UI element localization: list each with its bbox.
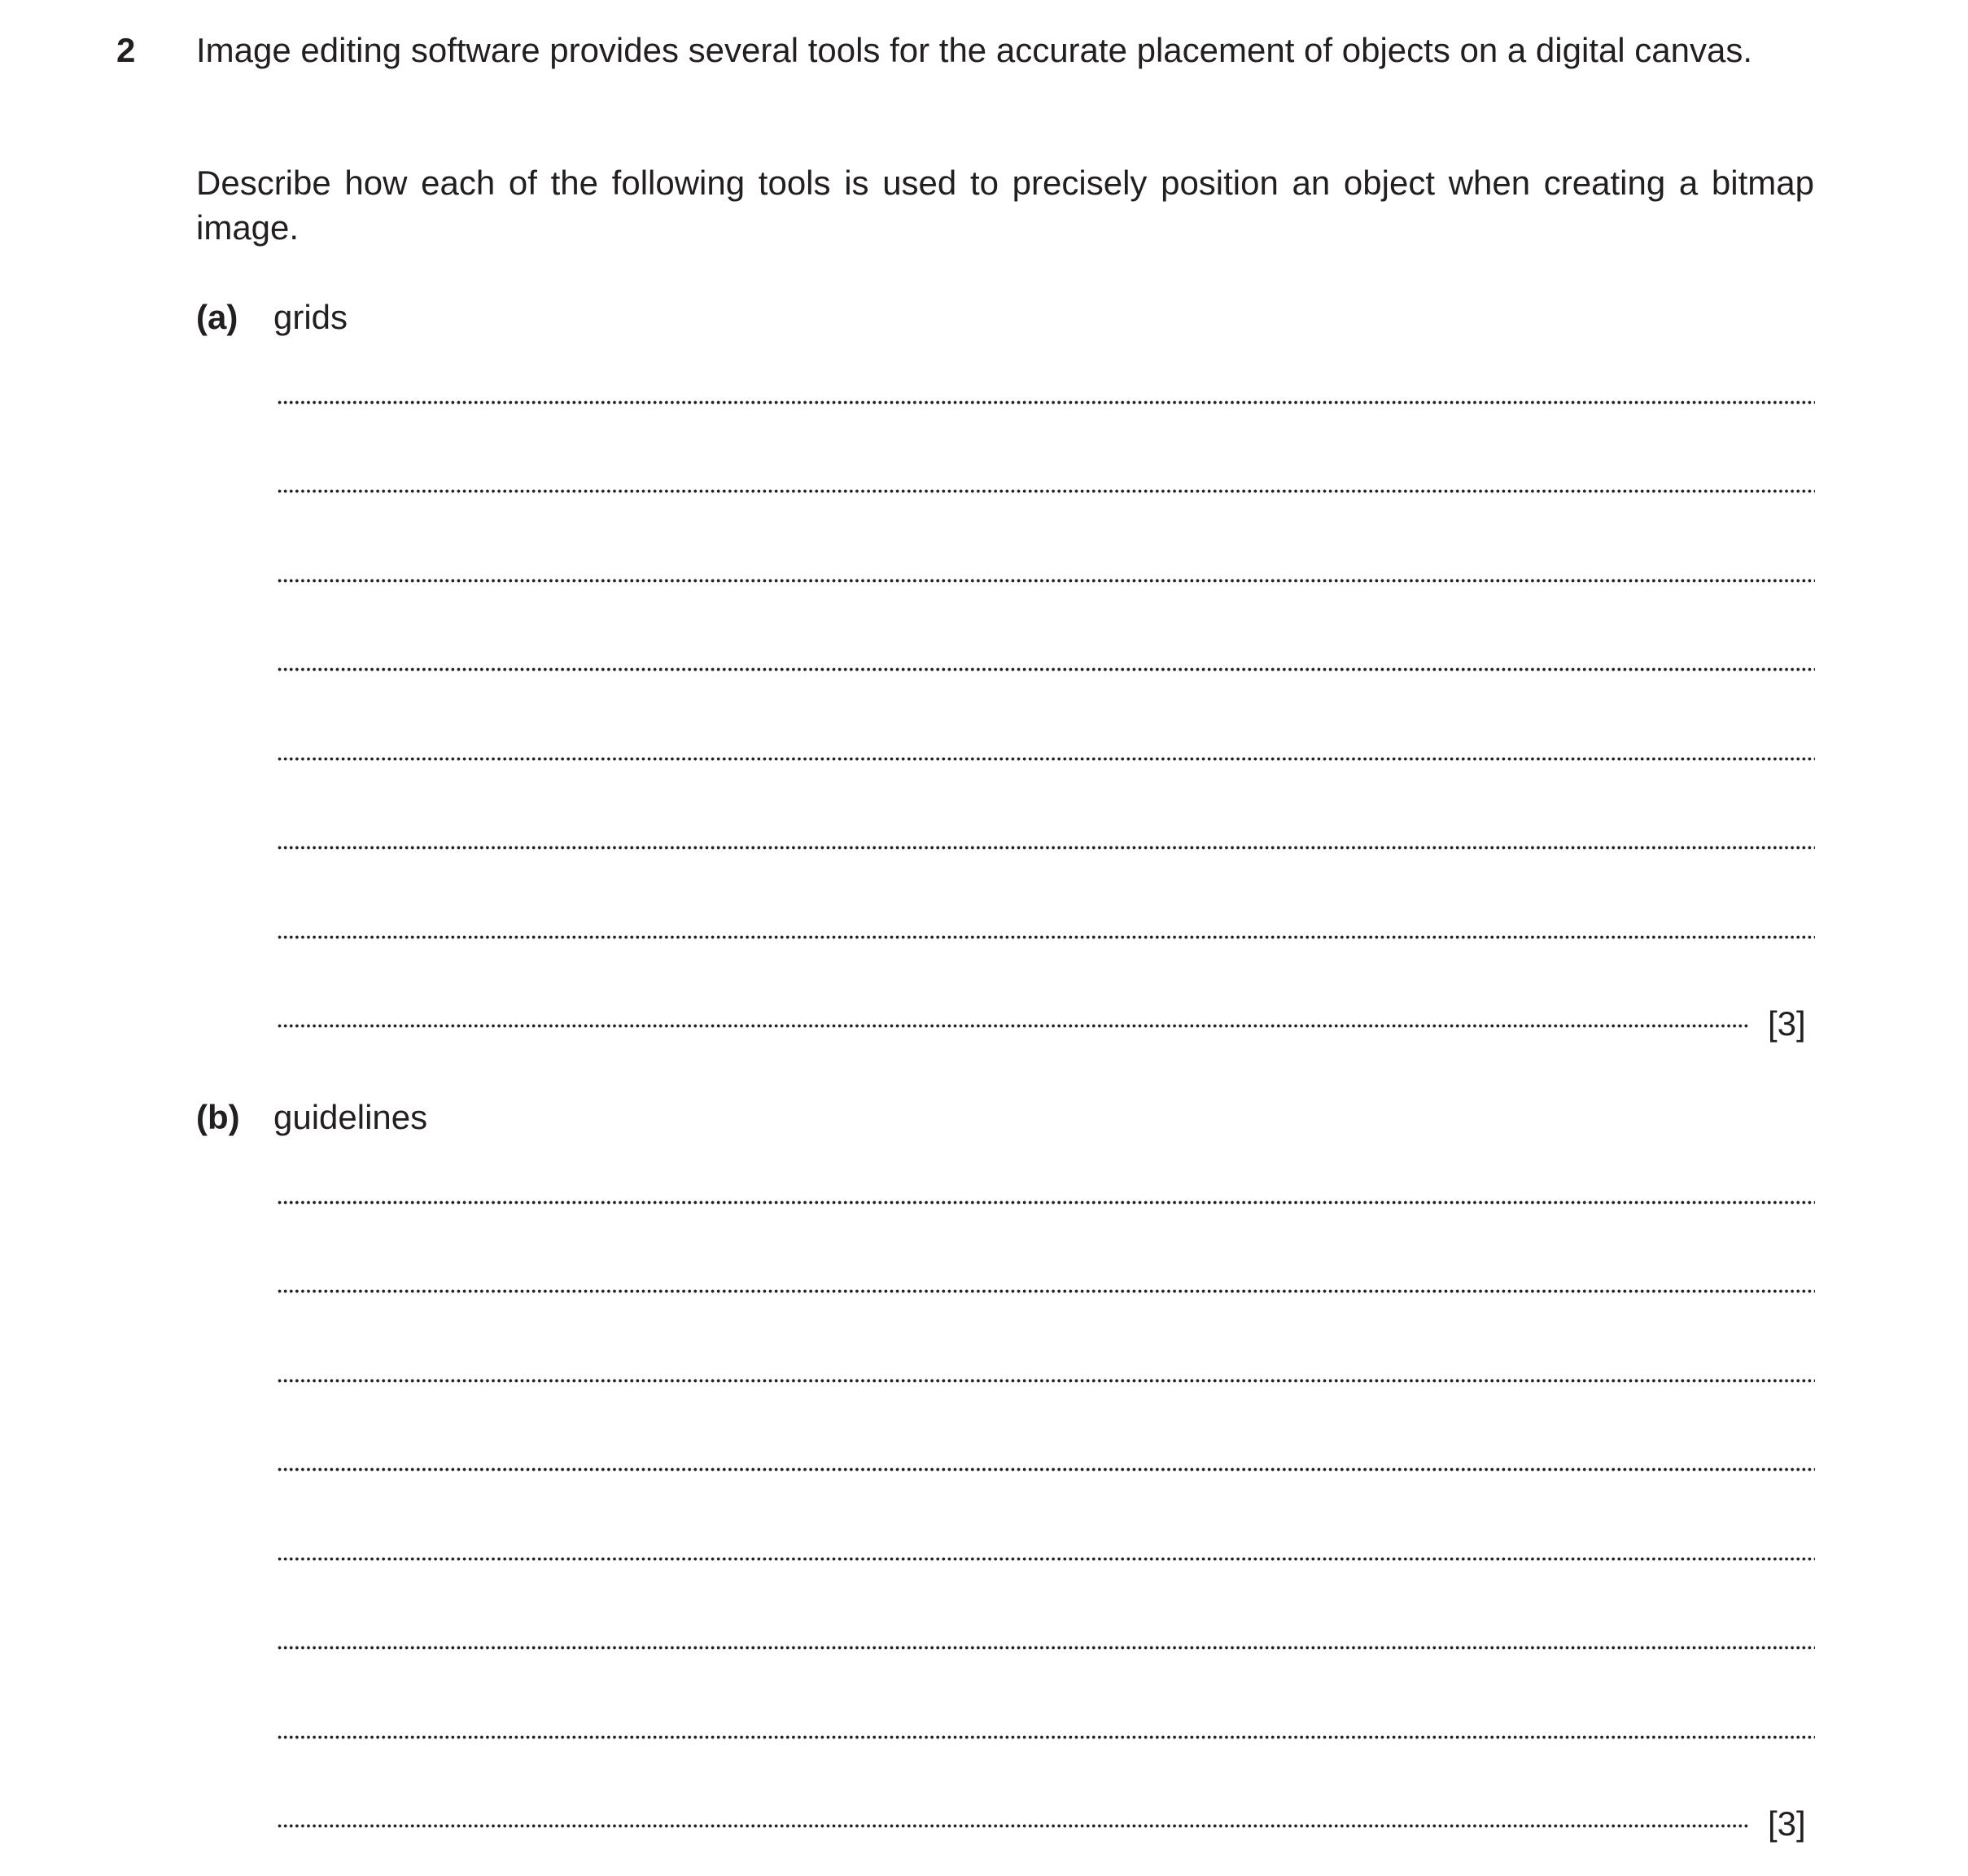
part-a-marks: [3] (1768, 1004, 1806, 1043)
dotted-rule (277, 752, 1815, 765)
dotted-rule (277, 930, 1815, 943)
answer-line[interactable] (277, 498, 1815, 588)
answer-line[interactable] (277, 1743, 1815, 1843)
dotted-rule (277, 396, 1815, 409)
part-a-answer-area[interactable] (277, 383, 1815, 1043)
answer-line[interactable] (277, 1476, 1815, 1566)
part-a-label: (a) (196, 298, 238, 336)
dotted-rule (277, 663, 1815, 676)
answer-line[interactable] (277, 1655, 1815, 1744)
dotted-rule (277, 1463, 1815, 1476)
part-b-heading (196, 1095, 427, 1139)
dotted-rule (277, 842, 1815, 855)
answer-line[interactable] (277, 1387, 1815, 1476)
part-b-text: guidelines (273, 1098, 428, 1136)
answer-line[interactable] (277, 855, 1815, 944)
dotted-rule (277, 1552, 1815, 1565)
dotted-rule (277, 1196, 1815, 1209)
answer-line[interactable] (277, 383, 1815, 409)
question-number: 2 (116, 31, 136, 69)
question-instruction: Describe how each of the following tools is used to precisely position an object when creating a bitmap image. (196, 164, 1814, 247)
dotted-rule (277, 1285, 1815, 1298)
dotted-rule (277, 1374, 1815, 1387)
answer-line[interactable] (277, 409, 1815, 498)
answer-line[interactable] (277, 1183, 1815, 1209)
dotted-rule (277, 485, 1815, 498)
part-b-label: (b) (196, 1098, 240, 1136)
part-a-text: grids (273, 298, 348, 336)
part-b-marks: [3] (1768, 1804, 1806, 1843)
answer-line[interactable] (277, 587, 1815, 676)
answer-line[interactable] (277, 765, 1815, 855)
answer-line[interactable] (277, 676, 1815, 766)
answer-line[interactable] (277, 1298, 1815, 1388)
dotted-rule (277, 1820, 1748, 1833)
dotted-rule (277, 1730, 1815, 1743)
dotted-rule (277, 574, 1815, 587)
dotted-rule (277, 1020, 1748, 1033)
answer-line[interactable] (277, 943, 1815, 1043)
answer-line[interactable] (277, 1209, 1815, 1298)
question-intro: Image editing software provides several tools for the accurate placement of objects on a digital canvas. (196, 31, 1753, 69)
dotted-rule (277, 1642, 1815, 1655)
part-b-answer-area[interactable] (277, 1183, 1815, 1843)
answer-line[interactable] (277, 1565, 1815, 1655)
part-a-heading (196, 295, 348, 339)
